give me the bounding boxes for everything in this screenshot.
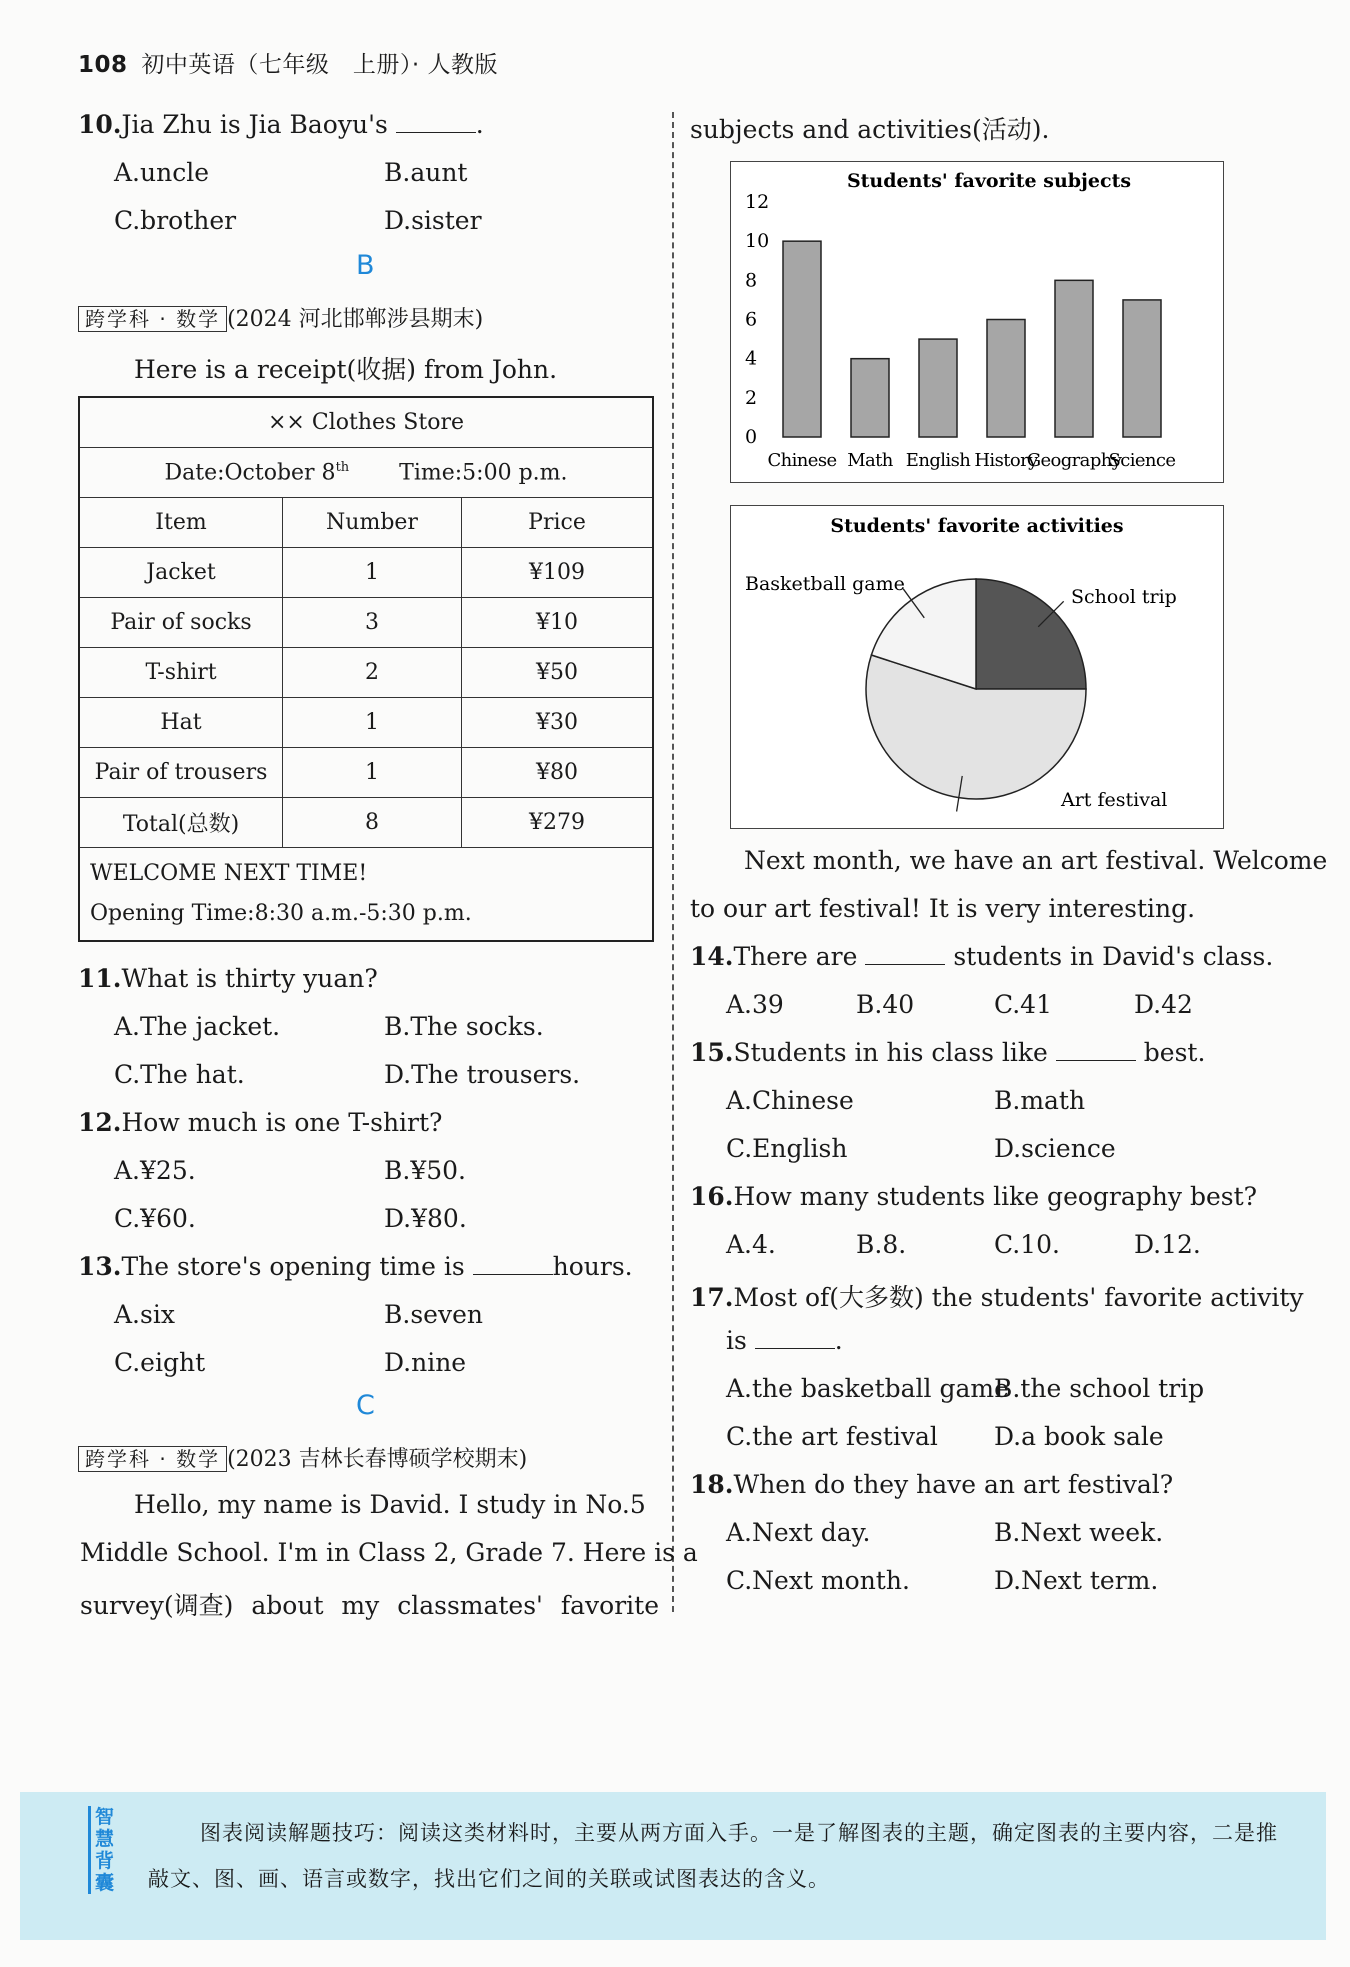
option-c: C.the art festival <box>726 1422 938 1451</box>
question-14 <box>690 942 1273 971</box>
question-text: When do they have an art festival? <box>733 1470 1174 1499</box>
question-text: Jia Zhu is Jia Baoyu's <box>121 110 388 139</box>
option-d: D.nine <box>384 1348 467 1377</box>
option-d: D.¥80. <box>384 1204 467 1233</box>
option-a: A.six <box>114 1300 175 1329</box>
x-tick-label: Science <box>1108 450 1176 471</box>
question-text: Most of(大多数) the students' favorite activity <box>733 1283 1304 1312</box>
section-b-heading: B <box>356 250 375 281</box>
table-cell: 2 <box>283 648 462 698</box>
pie-label: Basketball game <box>745 573 905 595</box>
table-cell: ¥80 <box>462 748 654 798</box>
option-a: A.Next day. <box>726 1518 871 1547</box>
option-c: C.The hat. <box>114 1060 245 1089</box>
table-cell: ¥279 <box>462 798 654 848</box>
question-number: 12. <box>78 1108 122 1137</box>
question-number: 13. <box>78 1252 122 1281</box>
column-header: Price <box>462 498 654 548</box>
question-15 <box>690 1038 1205 1067</box>
pie-chart-box <box>730 505 1224 829</box>
table-row <box>79 698 653 748</box>
opening-time: Opening Time:8:30 a.m.-5:30 p.m. <box>90 901 472 926</box>
passage-line: Middle School. I'm in Class 2, Grade 7. Here is a <box>80 1538 698 1567</box>
welcome-text: WELCOME NEXT TIME! <box>90 861 368 886</box>
table-cell: 1 <box>283 548 462 598</box>
bar-science <box>1123 300 1161 437</box>
date-time-cell <box>79 448 653 498</box>
table-row <box>79 448 653 498</box>
bar-chart <box>731 162 1223 482</box>
question-13 <box>78 1252 633 1281</box>
question-text: How many students like geography best? <box>733 1182 1258 1211</box>
y-tick-label: 8 <box>745 269 758 292</box>
x-tick-label: Math <box>847 450 893 471</box>
time-label: Time:5:00 p.m. <box>399 460 568 486</box>
question-number: 10. <box>78 110 122 139</box>
question-end: . <box>475 110 484 139</box>
table-cell: ¥50 <box>462 648 654 698</box>
question-12 <box>78 1108 442 1137</box>
option-a: A.¥25. <box>114 1156 196 1185</box>
x-tick-label: Geography <box>1026 450 1122 471</box>
passage-line: subjects and activities(活动). <box>690 115 1050 144</box>
table-row <box>79 798 653 848</box>
answer-blank <box>865 942 945 965</box>
table-row <box>79 748 653 798</box>
question-10 <box>78 110 484 139</box>
section-c-heading: C <box>356 1390 375 1421</box>
y-tick-label: 12 <box>745 191 770 213</box>
option-a: A.Chinese <box>726 1086 854 1115</box>
x-tick-label: Chinese <box>767 450 837 471</box>
page-number: 108 <box>78 52 128 78</box>
question-number: 15. <box>690 1038 734 1067</box>
option-a: A.uncle <box>114 158 209 187</box>
table-cell: ¥30 <box>462 698 654 748</box>
question-end: . <box>834 1326 843 1355</box>
option-b: B.math <box>994 1086 1086 1115</box>
tip-box <box>20 1792 1326 1940</box>
section-b-tag <box>78 302 483 333</box>
pie-slice <box>976 579 1086 689</box>
bar-chart-box <box>730 161 1224 483</box>
option-b: B.aunt <box>384 158 468 187</box>
question-number: 18. <box>690 1470 734 1499</box>
table-row <box>79 397 653 448</box>
question-number: 11. <box>78 964 122 993</box>
option-d: D.sister <box>384 206 482 235</box>
table-row <box>79 548 653 598</box>
option-a: A.39 <box>726 990 784 1019</box>
option-d: D.science <box>994 1134 1116 1163</box>
option-a: A.4. <box>726 1230 776 1259</box>
bar-chinese <box>783 241 821 437</box>
pie-chart <box>731 506 1223 828</box>
option-b: B.The socks. <box>384 1012 544 1041</box>
option-c: C.10. <box>994 1230 1060 1259</box>
chart-title: Students' favorite activities <box>830 515 1124 537</box>
passage-line: Next month, we have an art festival. Welcome <box>744 846 1328 875</box>
tip-side-label: 智慧背囊 <box>88 1806 117 1894</box>
receipt-table <box>78 396 654 942</box>
option-c: C.Next month. <box>726 1566 910 1595</box>
table-cell: Pair of socks <box>79 598 283 648</box>
y-tick-label: 4 <box>745 347 758 370</box>
option-d: D.42 <box>1134 990 1193 1019</box>
question-17-line2 <box>726 1326 843 1355</box>
table-cell: Hat <box>79 698 283 748</box>
tip-text: 图表阅读解题技巧：阅读这类材料时，主要从两方面入手。一是了解图表的主题，确定图表的主要内容，二是推敲文、图、画、语言或数字，找出它们之间的关联或试图表达的含义。 <box>148 1821 1278 1891</box>
table-cell: T-shirt <box>79 648 283 698</box>
question-text: There are <box>733 942 858 971</box>
question-11 <box>78 964 378 993</box>
table-row <box>79 848 653 942</box>
table-cell: 8 <box>283 798 462 848</box>
option-a: A.The jacket. <box>114 1012 281 1041</box>
question-text: Students in his class like <box>733 1038 1048 1067</box>
source-note: (2024 河北邯郸涉县期末) <box>227 307 484 332</box>
book-title: 初中英语（七年级 上册）· 人教版 <box>141 52 498 78</box>
option-b: B.40 <box>856 990 915 1019</box>
question-text: The store's opening time is <box>121 1252 465 1281</box>
date-label: Date:October 8 <box>164 460 336 486</box>
question-end: students in David's class. <box>953 942 1274 971</box>
option-b: B.the school trip <box>994 1374 1205 1403</box>
table-cell: 1 <box>283 698 462 748</box>
column-header: Item <box>79 498 283 548</box>
subject-tag: 跨学科 · 数学 <box>78 1446 227 1472</box>
pie-label: Art festival <box>1061 789 1168 811</box>
answer-blank <box>396 110 476 133</box>
table-cell: 1 <box>283 748 462 798</box>
bar-geography <box>1055 280 1093 437</box>
table-cell: ¥10 <box>462 598 654 648</box>
option-c: C.41 <box>994 990 1052 1019</box>
bar-history <box>987 320 1025 438</box>
table-row <box>79 598 653 648</box>
question-text: is <box>726 1326 747 1355</box>
answer-blank <box>755 1326 835 1349</box>
chart-title: Students' favorite subjects <box>846 170 1132 192</box>
option-c: C.English <box>726 1134 848 1163</box>
question-number: 16. <box>690 1182 734 1211</box>
option-a: A.the basketball game <box>726 1374 1009 1403</box>
option-b: B.8. <box>856 1230 907 1259</box>
table-cell: Jacket <box>79 548 283 598</box>
option-d: D.The trousers. <box>384 1060 581 1089</box>
table-cell: 3 <box>283 598 462 648</box>
section-c-tag <box>78 1442 527 1473</box>
x-tick-label: English <box>905 450 971 471</box>
source-note: (2023 吉林长春博硕学校期末) <box>227 1447 528 1472</box>
table-cell: Total(总数) <box>79 798 283 848</box>
column-header: Number <box>283 498 462 548</box>
option-d: D.a book sale <box>994 1422 1164 1451</box>
receipt-intro: Here is a receipt(收据) from John. <box>134 355 558 384</box>
table-cell: Pair of trousers <box>79 748 283 798</box>
question-17 <box>690 1278 1304 1314</box>
page-header <box>78 46 498 79</box>
question-end: best. <box>1143 1038 1206 1067</box>
question-end: hours. <box>552 1252 633 1281</box>
subject-tag: 跨学科 · 数学 <box>78 306 227 332</box>
question-number: 14. <box>690 942 734 971</box>
question-16 <box>690 1182 1257 1211</box>
table-header-row <box>79 498 653 548</box>
y-tick-label: 0 <box>745 426 758 448</box>
bar-math <box>851 359 889 437</box>
option-b: B.¥50. <box>384 1156 466 1185</box>
table-row <box>79 648 653 698</box>
option-d: D.Next term. <box>994 1566 1159 1595</box>
question-text: What is thirty yuan? <box>121 964 378 993</box>
option-d: D.12. <box>1134 1230 1201 1259</box>
option-b: B.Next week. <box>994 1518 1164 1547</box>
answer-blank <box>473 1252 553 1275</box>
bar-english <box>919 339 957 437</box>
option-b: B.seven <box>384 1300 483 1329</box>
option-c: C.brother <box>114 206 237 235</box>
store-name: ×× Clothes Store <box>79 397 653 448</box>
passage-line: survey(调查) about my classmates' favorite <box>80 1591 659 1620</box>
y-tick-label: 10 <box>745 230 770 253</box>
question-18 <box>690 1470 1173 1499</box>
receipt-footer <box>79 848 653 942</box>
pie-label: School trip <box>1071 586 1177 608</box>
question-number: 17. <box>690 1283 734 1312</box>
date-sup: th <box>335 459 350 475</box>
y-tick-label: 2 <box>745 386 758 409</box>
answer-blank <box>1056 1038 1136 1061</box>
table-cell: ¥109 <box>462 548 654 598</box>
question-text: How much is one T-shirt? <box>121 1108 443 1137</box>
option-c: C.¥60. <box>114 1204 196 1233</box>
passage-line: to our art festival! It is very interesting. <box>690 894 1196 923</box>
y-tick-label: 6 <box>745 308 758 331</box>
passage-line: Hello, my name is David. I study in No.5 <box>134 1490 646 1519</box>
option-c: C.eight <box>114 1348 206 1377</box>
x-tick-label: History <box>974 450 1038 471</box>
column-divider <box>672 112 674 1612</box>
